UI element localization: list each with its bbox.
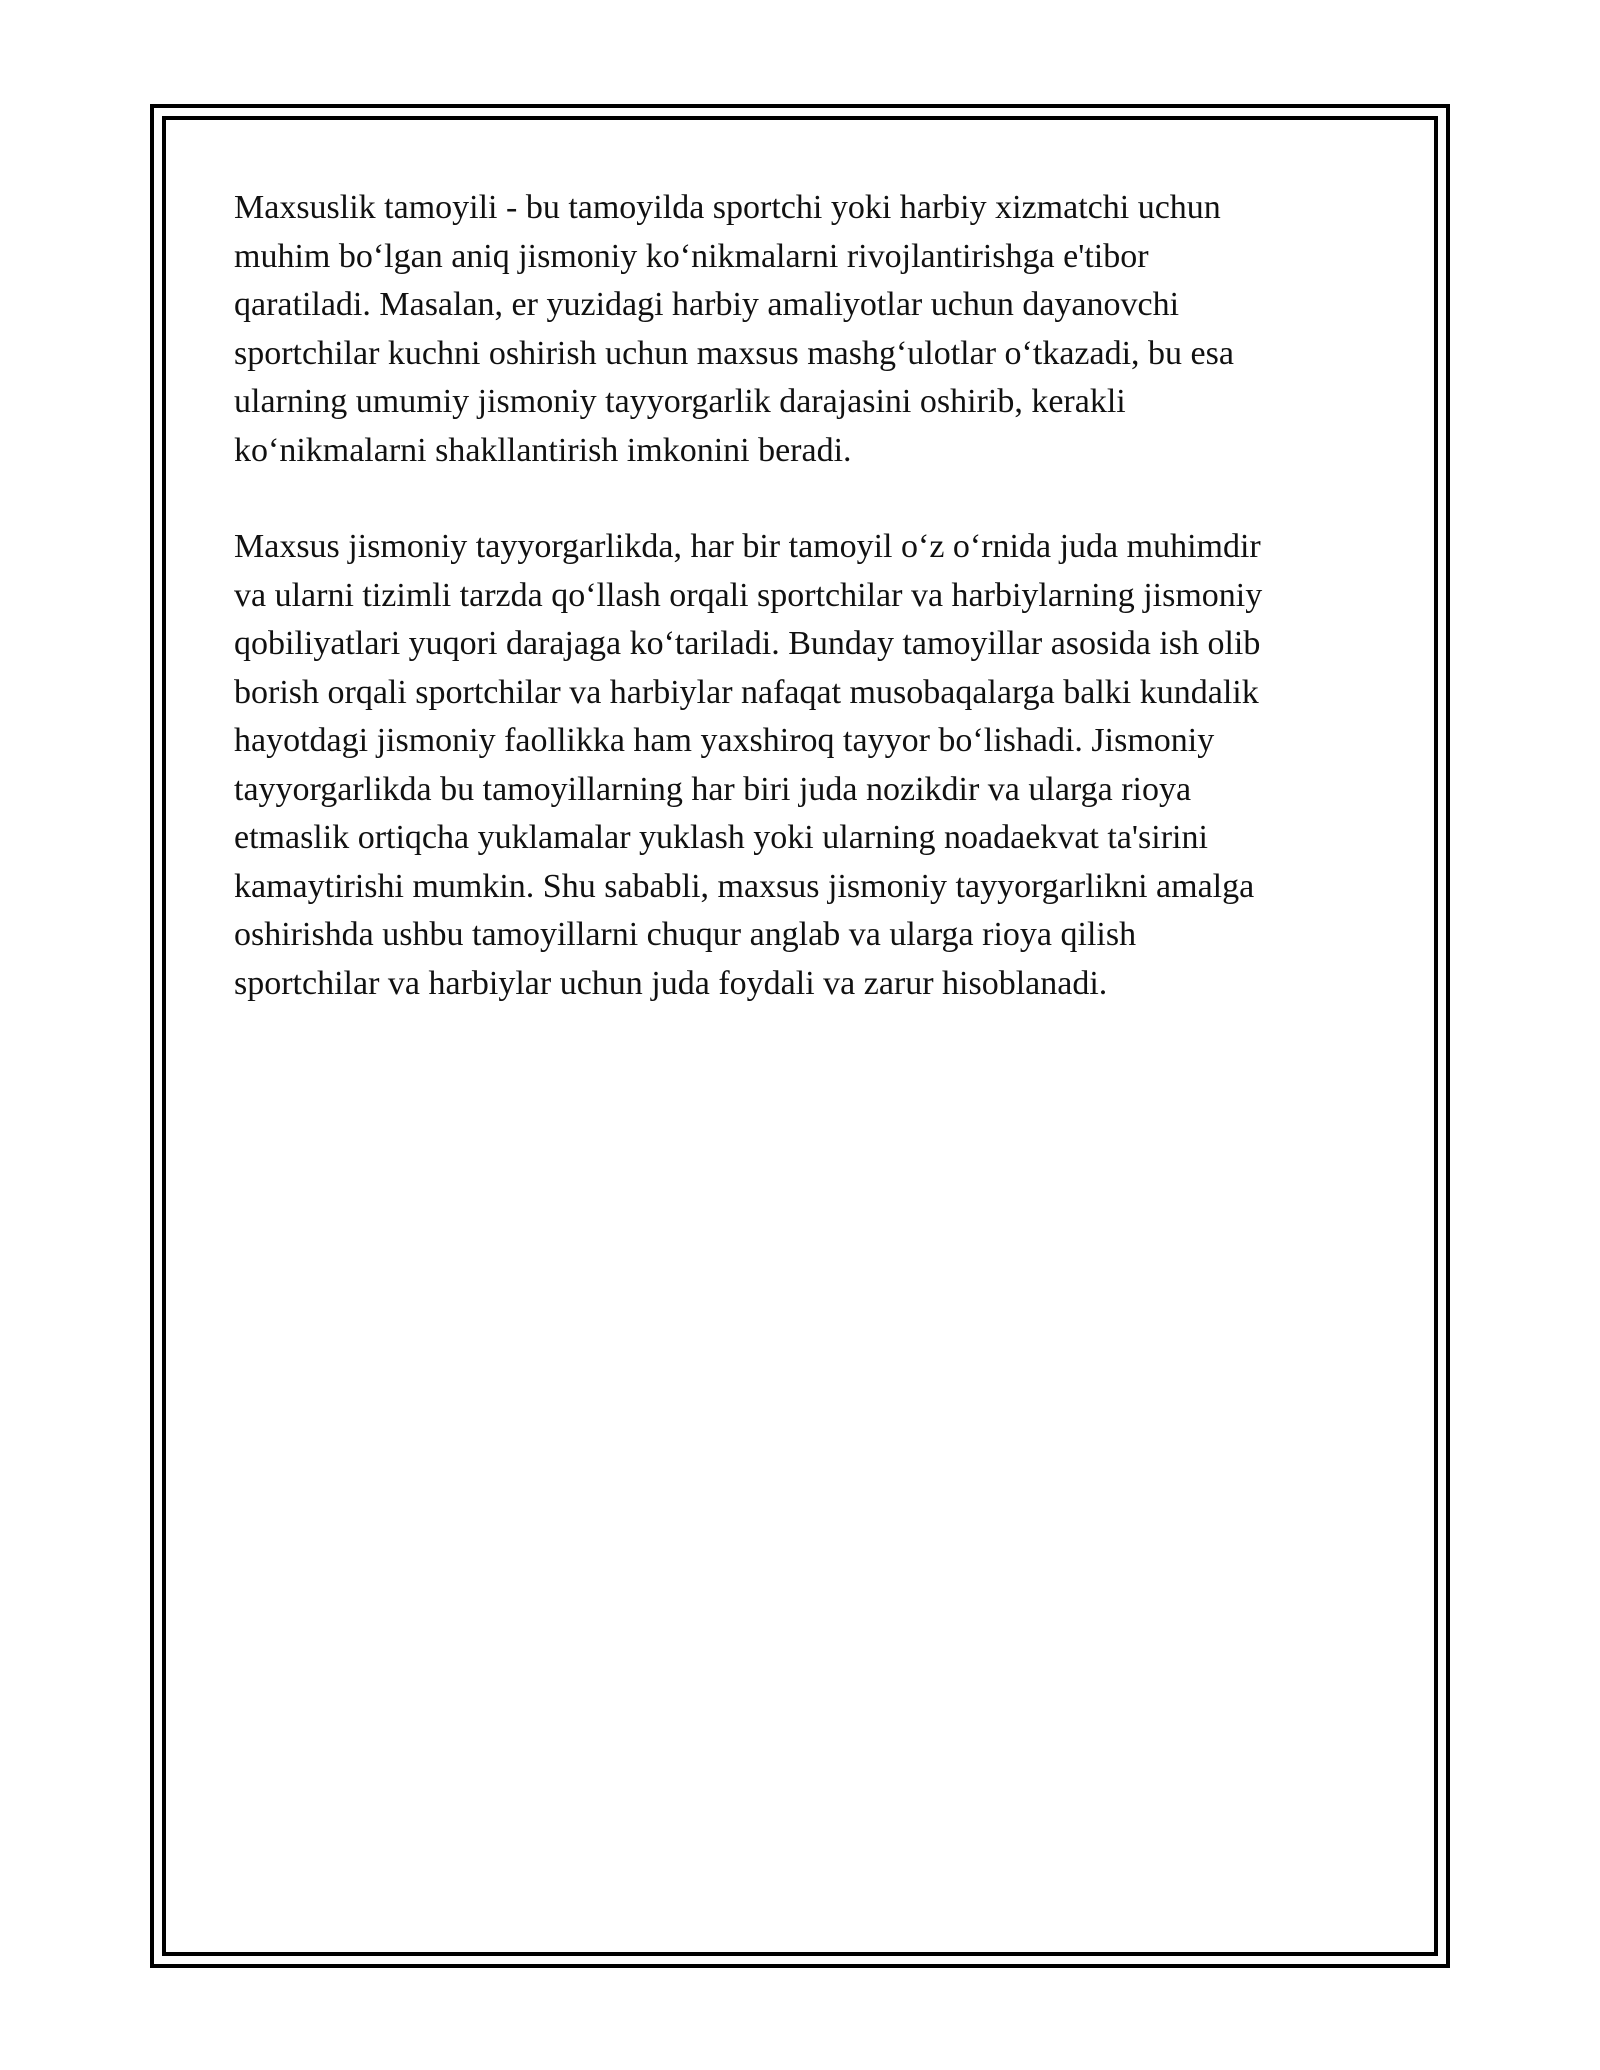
document-body (234, 184, 1374, 1056)
paragraph-1: Maxsuslik tamoyili - bu tamoyilda sportchi yoki harbiy xizmatchi uchun muhim bo‘lgan aniq jismoniy ko‘nikmalarni rivojlantirishga e'tibor qaratiladi. Masalan, er yuzidagi harbiy amaliyotlar uchun dayanovchi sportchilar kuchni oshirish uchun maxsus mashg‘ulotlar o‘tkazadi, bu esa ularning umumiy jismoniy tayyorgarlik darajasini oshirib, kerakli ko‘nikmalarni shakllantirish imkonini beradi. (234, 189, 1234, 469)
paragraph-2: Maxsus jismoniy tayyorgarlikda, har bir tamoyil o‘z o‘rnida juda muhimdir va ularni tizimli tarzda qo‘llash orqali sportchilar va harbiylarning jismoniy qobiliyatlari yuqori darajaga ko‘tariladi. Bunday tamoyillar asosida ish olib borish orqali sportchilar va harbiylar nafaqat musobaqalarga balki kundalik hayotdagi jismoniy faollikka ham yaxshiroq tayyor bo‘lishadi. Jismoniy tayyorgarlikda bu tamoyillarning har biri juda nozikdir va ularga rioya etmaslik ortiqcha yuklamalar yuklash yoki ularning noadaekvat ta'sirini kamaytirishi mumkin. Shu sababli, maxsus jismoniy tayyorgarlikni amalga oshirishda ushbu tamoyillarni chuqur anglab va ularga rioya qilish sportchilar va harbiylar uchun juda foydali va zarur hisoblanadi. (234, 528, 1263, 1002)
